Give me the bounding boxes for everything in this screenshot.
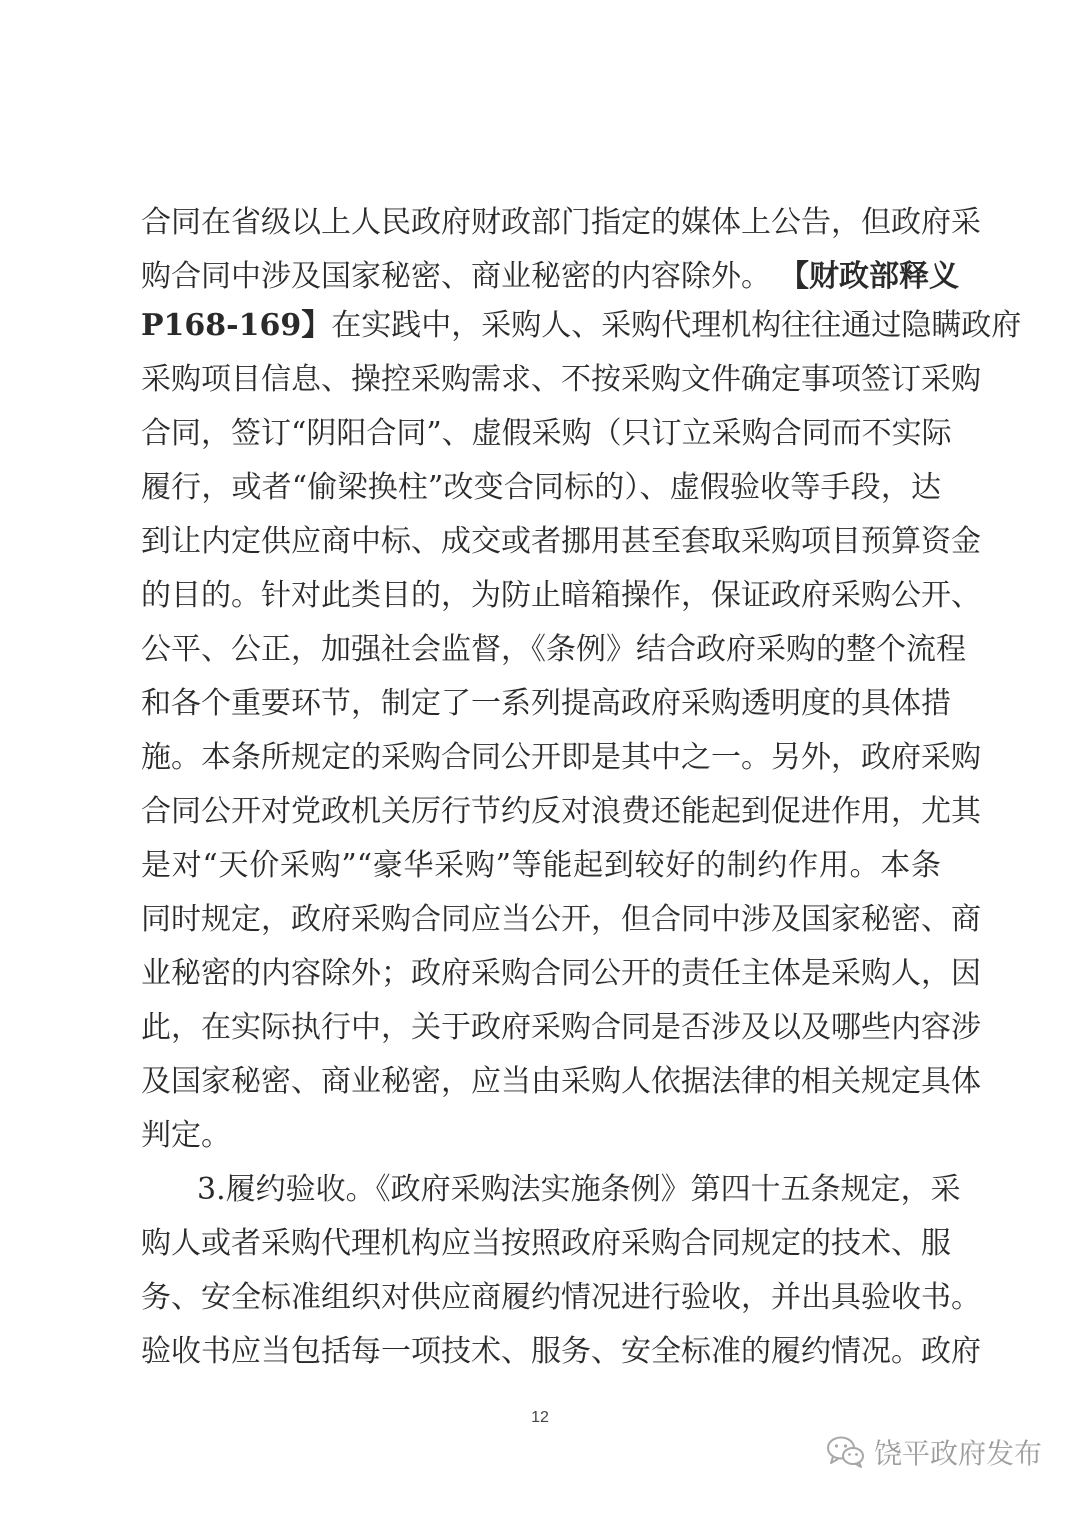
text-line-16: 此，在实际执行中，关于政府采购合同是否涉及以及哪些内容涉 (141, 1010, 981, 1045)
watermark (826, 1432, 1042, 1472)
text-line-1: 合同在省级以上人民政府财政部门指定的媒体上公告，但政府采 (141, 205, 981, 240)
text-line-2 (141, 254, 959, 300)
text-line-11: 施。本条所规定的采购合同公开即是其中之一。另外，政府采购 (141, 740, 981, 775)
text-line-10: 和各个重要环节，制定了一系列提高政府采购透明度的具体措 (141, 686, 951, 721)
paragraph-3-line-3: 务、安全标准组织对供应商履约情况进行验收，并出具验收书。 (141, 1280, 981, 1315)
paragraph-3-line-2: 购人或者采购代理机构应当按照政府采购合同规定的技术、服 (141, 1226, 951, 1261)
text-line-7: 到让内定供应商中标、成交或者挪用甚至套取采购项目预算资金 (141, 524, 981, 559)
citation-reference: 【财政部释义 (779, 259, 959, 294)
text-line-14: 同时规定，政府采购合同应当公开，但合同中涉及国家秘密、商 (141, 902, 981, 937)
text-line-15: 业秘密的内容除外；政府采购合同公开的责任主体是采购人，因 (141, 956, 981, 991)
text-line-5: 合同，签订“阴阳合同”、虚假采购（只订立采购合同而不实际 (141, 416, 952, 451)
text-line-13: 是对“天价采购”“豪华采购”等能起到较好的制约作用。本条 (141, 848, 941, 883)
watermark-text: 饶平政府发布 (873, 1437, 1042, 1470)
text-line-9: 公平、公正，加强社会监督，《条例》结合政府采购的整个流程 (141, 632, 966, 667)
paragraph-3-line-4: 验收书应当包括每一项技术、服务、安全标准的履约情况。政府 (141, 1334, 981, 1369)
text-line-3-part: 在实践中，采购人、采购代理机构往往通过隐瞒政府 (331, 308, 1022, 343)
wechat-icon (826, 1435, 866, 1469)
text-line-3 (141, 303, 1022, 349)
text-line-6: 履行，或者“偷梁换柱”改变合同标的）、虚假验收等手段，达 (141, 470, 941, 505)
text-line-8: 的目的。针对此类目的，为防止暗箱操作，保证政府采购公开、 (141, 578, 981, 613)
text-line-17: 及国家秘密、商业秘密，应当由采购人依据法律的相关规定具体 (141, 1064, 981, 1099)
paragraph-3-line-1: 3.履约验收。《政府采购法实施条例》第四十五条规定，采 (197, 1172, 961, 1207)
page-number: 12 (531, 1409, 549, 1426)
citation-page-range: P168-169】 (141, 308, 332, 343)
text-line-2-part: 购合同中涉及国家秘密、商业秘密的内容除外。 (141, 259, 771, 294)
text-line-4: 采购项目信息、操控采购需求、不按采购文件确定事项签订采购 (141, 362, 981, 397)
text-line-18: 判定。 (141, 1118, 231, 1153)
text-line-12: 合同公开对党政机关厉行节约反对浪费还能起到促进作用，尤其 (141, 794, 981, 829)
